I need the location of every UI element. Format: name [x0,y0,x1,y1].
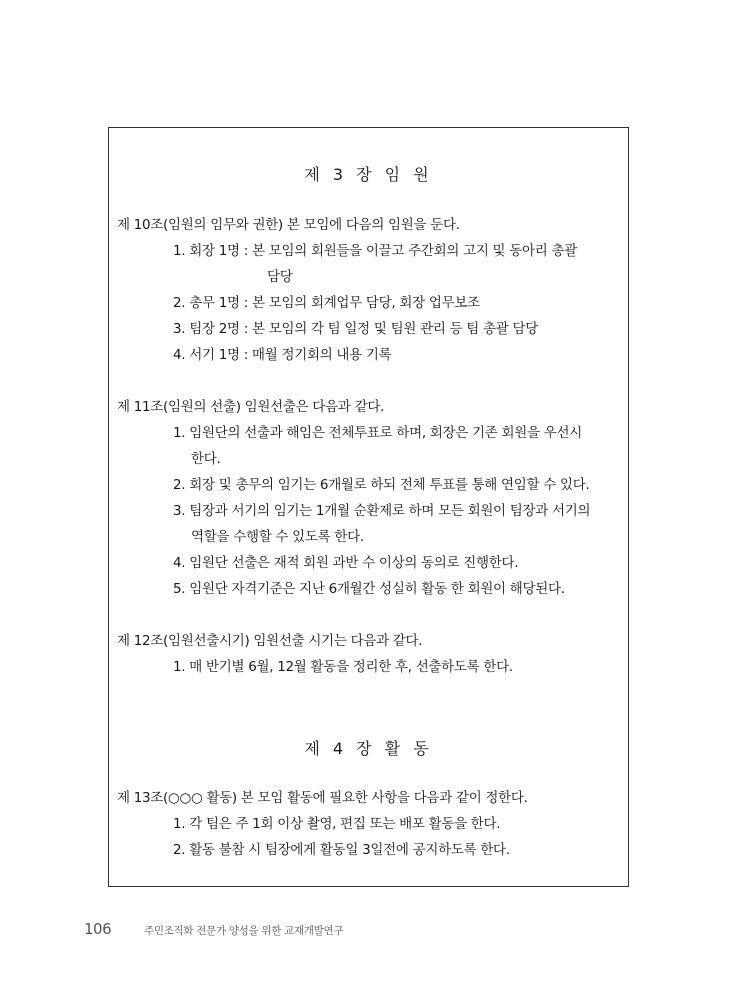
running-footer-title: 주민조직화 전문가 양성을 위한 교재개발연구 [144,925,344,937]
article-11-heading: 제 11조(임원의 선출) 임원선출은 다음과 같다. [117,399,385,415]
article-11-item-4: 4. 임원단 선출은 재적 회원 과반 수 이상의 동의로 진행한다. [173,555,519,571]
article-11-item-1-cont: 한다. [191,451,221,467]
article-10-item-4: 4. 서기 1명 : 매월 정기회의 내용 기록 [173,347,392,363]
page-number: 106 [84,920,112,938]
article-11-item-2: 2. 회장 및 총무의 임기는 6개월로 하되 전체 투표를 통해 연임할 수 있다. [173,477,590,493]
chapter-3-title: 제 3 장 임 원 [304,165,433,184]
article-13-item-1: 1. 각 팀은 주 1회 이상 촬영, 편집 또는 배포 활동을 한다. [173,816,501,832]
article-10-item-2: 2. 총무 1명 : 본 모임의 회계업무 담당, 회장 업무보조 [173,295,480,311]
article-11-item-3-cont: 역할을 수행할 수 있도록 한다. [191,529,364,545]
document-box [108,127,629,887]
article-13-heading: 제 13조(○○○ 활동) 본 모임 활동에 필요한 사항을 다음과 같이 정한다. [117,790,528,806]
article-12-heading: 제 12조(임원선출시기) 임원선출 시기는 다음과 같다. [117,633,423,649]
article-12-item-1: 1. 매 반기별 6월, 12월 활동을 정리한 후, 선출하도록 한다. [173,659,513,675]
article-13-item-2: 2. 활동 불참 시 팀장에게 활동일 3일전에 공지하도록 한다. [173,842,510,858]
article-11-item-3: 3. 팀장과 서기의 임기는 1개월 순환제로 하며 모든 회원이 팀장과 서기의 [173,503,591,519]
article-10-item-1-cont: 담당 [267,269,293,285]
article-10-heading: 제 10조(임원의 임무와 권한) 본 모임에 다음의 임원을 둔다. [117,217,460,233]
article-11-item-1: 1. 임원단의 선출과 해임은 전체투표로 하며, 회장은 기존 회원을 우선시 [173,425,582,441]
article-11-item-5: 5. 임원단 자격기준은 지난 6개월간 성실히 활동 한 회원이 해당된다. [173,581,565,597]
article-10-item-1: 1. 회장 1명 : 본 모임의 회원들을 이끌고 주간회의 고지 및 동아리 총괄 [173,243,577,259]
chapter-4-title: 제 4 장 활 동 [304,739,433,758]
article-10-item-3: 3. 팀장 2명 : 본 모임의 각 팀 일정 및 팀원 관리 등 팀 총괄 담당 [173,321,538,337]
